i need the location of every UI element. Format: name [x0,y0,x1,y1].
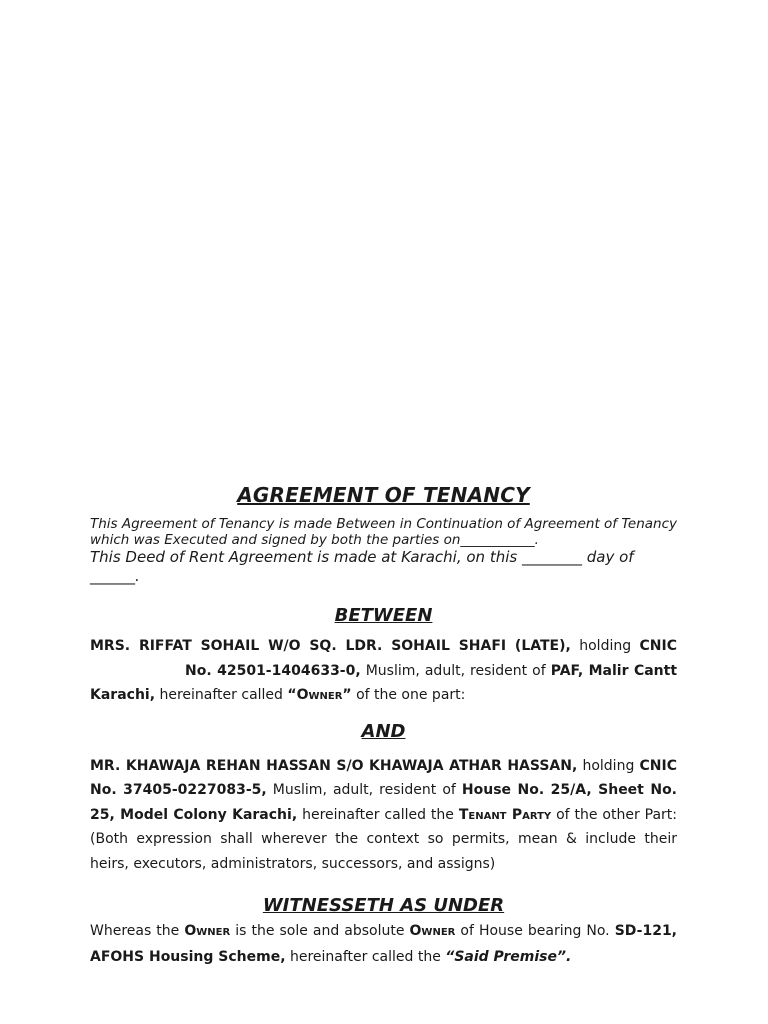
owner-suffix: of the one part: [356,687,466,703]
owner-role: “Owner” [287,687,352,703]
document-page [90,482,677,970]
witness-owner-1: Owner [184,923,231,939]
owner-called: hereinafter called [159,687,283,703]
owner-holding: holding [579,638,632,654]
witness-text-4: hereinafter called the [289,949,441,965]
heading-between: BETWEEN [334,605,433,626]
owner-cnic-label: CNIC [639,638,677,654]
tenant-cnic: CNIC No. 37405-0227083-5, [90,757,677,798]
tenant-address: House No. 25/A, Sheet No. 25, Model Colony Karachi, [90,782,678,823]
heading-and: AND [361,720,406,742]
tenant-called: hereinafter called the [302,806,454,823]
tenant-name: MR. KHAWAJA REHAN HASSAN S/O KHAWAJA ATHAR HASSAN, [90,757,578,774]
intro-deed: This Deed of Rent Agreement is made at Karachi, on this ________ day of ______. [90,548,634,585]
owner-name: MRS. RIFFAT SOHAIL W/O SQ. LDR. SOHAIL SHAFI (LATE), [90,638,571,654]
owner-address: PAF, Malir Cantt Karachi, [90,662,678,703]
witness-paragraph [90,918,677,970]
owner-cnic-number: No. 42501-1404633-0, [185,662,361,679]
witness-house: SD-121, AFOHS Housing Scheme, [90,923,678,965]
heading-witnesseth: WITNESSETH AS UNDER [262,895,505,916]
witness-text-2: is the sole and absolute [235,923,405,939]
tenant-role: Tenant Party [458,806,552,823]
tenant-suffix: of the other Part: (Both expression shall wherever the context so permits, mean & include their heirs, executors, administrators, successors, and assigns) [90,806,677,872]
tenant-paragraph [90,754,677,877]
witness-premise: “Said Premise”. [445,949,572,965]
tenant-holding: holding [582,757,635,774]
witness-text-1: Whereas the [90,923,180,939]
intro-continuation: This Agreement of Tenancy is made Between in Continuation of Agreement of Tenancy which was Executed and signed by both the parties on___________. [90,516,678,548]
witness-owner-2: Owner [409,923,456,939]
document-title: AGREEMENT OF TENANCY [237,483,530,507]
witness-text-3: of House bearing No. [460,923,610,939]
tenant-desc: Muslim, adult, resident of [272,782,456,798]
owner-paragraph [90,634,677,708]
owner-desc: Muslim, adult, resident of [365,662,546,679]
